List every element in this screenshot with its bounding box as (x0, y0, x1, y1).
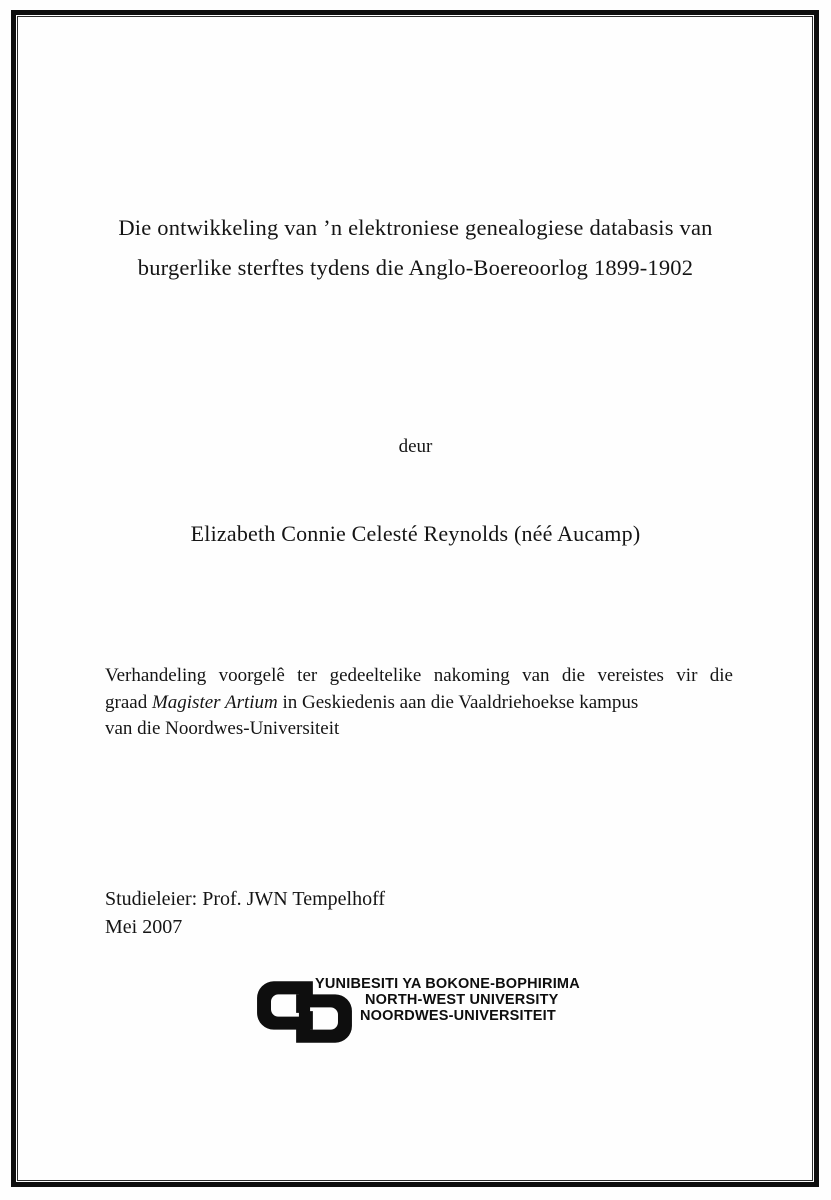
date-line: Mei 2007 (105, 916, 183, 938)
declaration-line-1: Verhandeling voorgelê ter gedeeltelike nakoming van die vereistes vir die (105, 665, 733, 686)
degree-declaration (105, 663, 733, 743)
thesis-title-line-1: Die ontwikkeling van ’n elektroniese genealogiese databasis van (118, 215, 713, 240)
declaration-line-2-pre: graad (105, 691, 152, 713)
thesis-title (0, 208, 831, 288)
byline-deur: deur (398, 436, 433, 457)
supervisor-line: Studieleier: Prof. JWN Tempelhoff (105, 888, 386, 910)
supervisor-block (105, 885, 385, 941)
thesis-title-line-2: burgerlike sterftes tydens die Anglo-Boereoorlog 1899-1902 (137, 255, 694, 280)
logo-text-english: NORTH-WEST UNIVERSITY (365, 992, 559, 1008)
university-logo-text (315, 976, 580, 1024)
author-name: Elizabeth Connie Celesté Reynolds (néé Aucamp) (190, 521, 641, 546)
logo-text-afrikaans: NOORDWES-UNIVERSITEIT (360, 1008, 556, 1024)
declaration-degree-name: Magister Artium (151, 691, 278, 713)
declaration-line-2 (105, 690, 733, 717)
university-logo (257, 969, 587, 1059)
declaration-line-2-post: in Geskiedenis aan die Vaaldriehoekse kampus (277, 691, 639, 713)
declaration-line-3: van die Noordwes-Universiteit (105, 718, 340, 739)
logo-text-setswana: YUNIBESITI YA BOKONE-BOPHIRIMA (315, 976, 580, 992)
